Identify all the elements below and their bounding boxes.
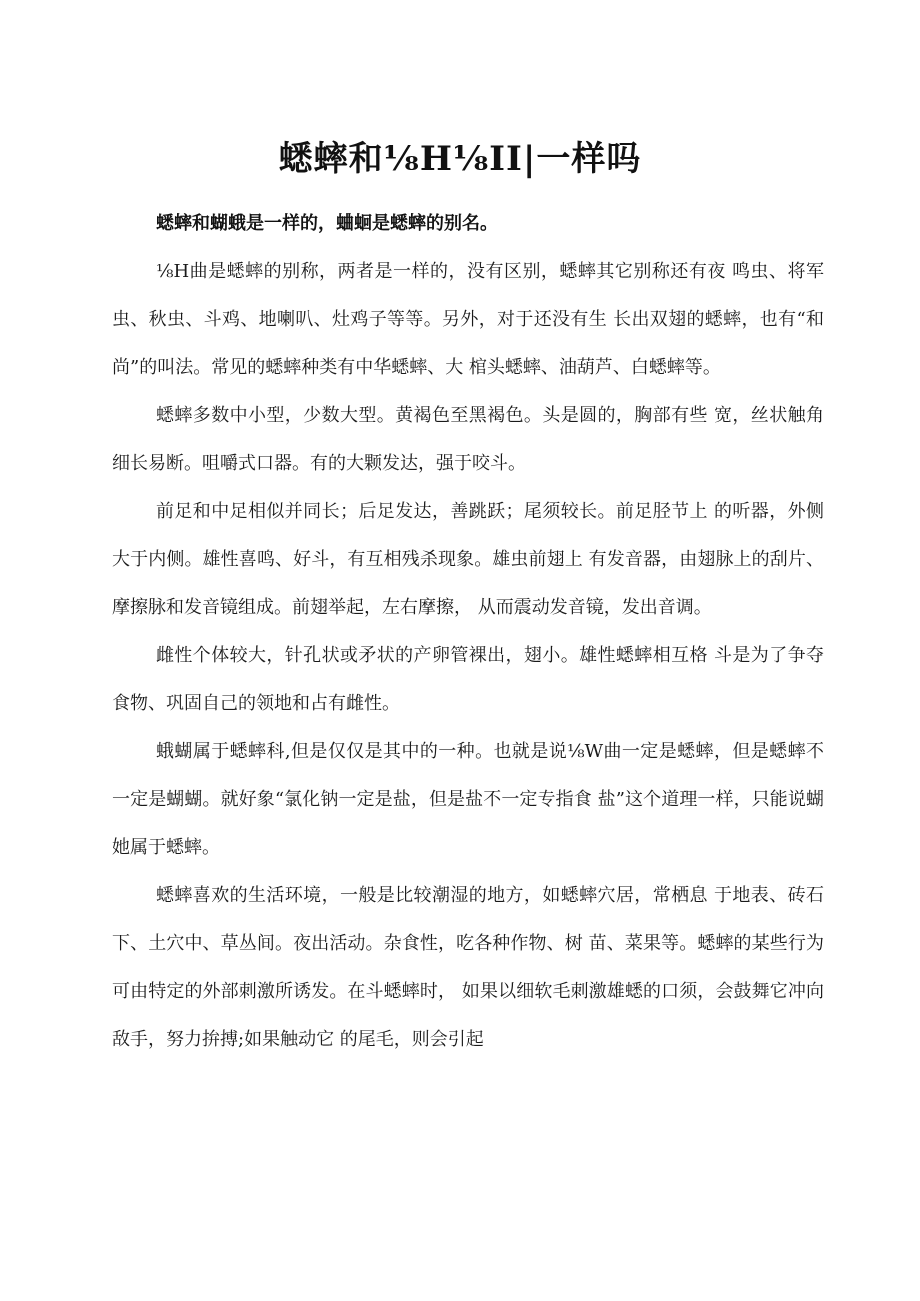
lead-paragraph: 蟋蟀和蝴蛾是一样的，蛐蛔是蟋蟀的别名。 <box>156 213 498 234</box>
paragraph-legs-and-wings: 前足和中足相似并同长；后足发达，善跳跃；尾须较长。前足胫节上 的听器，外侧大于内侧。雄性喜鸣、好斗，有互相残杀现象。雄虫前翅上 有发音器，由翅脉上的刮片、摩擦脉和发音镜组成。前翅举起，左右摩擦， 从而震动发音镜，发出音调。 <box>112 501 824 618</box>
paragraph-female: 雌性个体较大，针孔状或矛状的产卵管裸出，翅小。雄性蟋蟀相互格 斗是为了争夺食物、巩固自己的领地和占有雌性。 <box>112 645 824 714</box>
paragraph-habitat: 蟋蟀喜欢的生活环境，一般是比较潮湿的地方，如蟋蟀穴居，常栖息 于地表、砖石下、土穴中、草丛间。夜出活动。杂食性，吃各种作物、树 苗、菜果等。蟋蟀的某些行为可由特定的外部刺激所诱发。在斗蟋蟀时， 如果以细软毛刺激雄蟋的口须，会鼓舞它冲向敌手，努力拚搏;如果触动它 的尾毛，则会引起 <box>112 885 824 1050</box>
paragraph-appearance: 蟋蟀多数中小型，少数大型。黄褐色至黑褐色。头是圆的，胸部有些 宽，丝状触角细长易断。咀嚼式口器。有的大颗发达，强于咬斗。 <box>112 405 824 474</box>
paragraph-classification: 蛾蝴属于蟋蟀科,但是仅仅是其中的一种。也就是说⅛W曲一定是蟋蟀，但是蟋蟀不一定是蝴蝴。就好象“氯化钠一定是盐，但是盐不一定专指食 盐”这个道理一样，只能说蝴她属于蟋蟀。 <box>112 741 824 858</box>
paragraph-alias: ⅛H曲是蟋蟀的别称，两者是一样的，没有区别，蟋蟀其它别称还有夜 鸣虫、将军虫、秋虫、斗鸡、地喇叭、灶鸡子等等。另外，对于还没有生 长出双翅的蟋蟀，也有“和尚”的叫法。常见的蟋蟀种类有中华蟋蟀、大 棺头蟋蟀、油葫芦、白蟋蟀等。 <box>112 261 824 378</box>
document-body <box>112 200 824 1064</box>
document-title: 蟋蟀和⅛H⅛II|一样吗 <box>278 138 642 179</box>
